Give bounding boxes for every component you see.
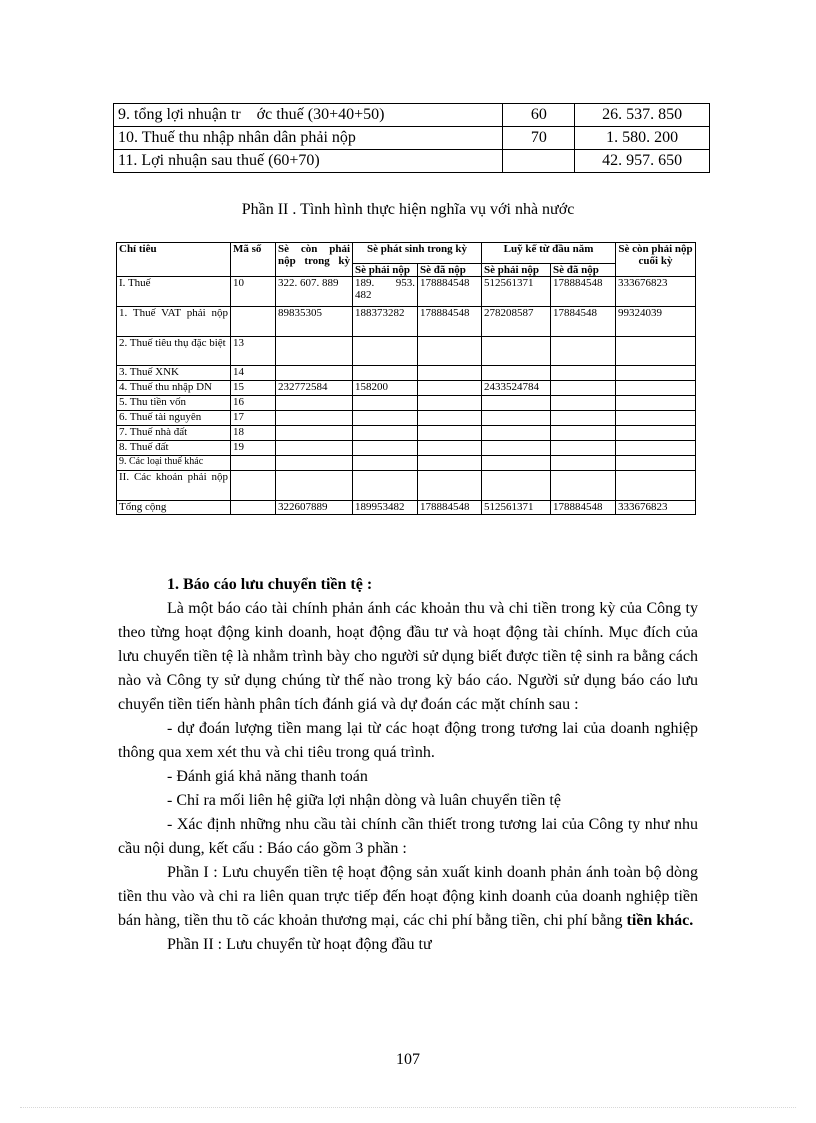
paragraph: - Đánh giá khả năng thanh toán: [167, 768, 368, 785]
cell-ps-phai-nop: [353, 337, 418, 366]
cell-cuoi-ky: [616, 411, 696, 426]
cell-lk-phai-nop: 512561371: [482, 501, 551, 515]
cell-ps-da-nop: [418, 381, 482, 396]
cell-ps-da-nop: 178884548: [418, 277, 482, 307]
cell-label: 4. Thuế thu nhập DN: [117, 381, 231, 396]
cell-label: Tổng cộng: [117, 501, 231, 515]
cell-lk-phai-nop: [482, 456, 551, 471]
section-title: Phần II . Tình hình thực hiện nghĩa vụ với nhà nước: [241, 201, 575, 218]
cell-con-phai-nop: 322607889: [276, 501, 353, 515]
cell-lk-da-nop: [551, 471, 616, 501]
cell-lk-da-nop: [551, 337, 616, 366]
cell-code: 10: [231, 277, 276, 307]
header-cuoi-ky: Sè còn phải nộp cuối kỳ: [616, 243, 696, 277]
cell-label: 3. Thuế XNK: [117, 366, 231, 381]
footer-divider: [20, 1107, 796, 1108]
cell-code: [231, 307, 276, 337]
header-con-phai-nop: Sè còn phải nộp trong kỳ: [276, 243, 353, 277]
cell-con-phai-nop: 322. 607. 889: [276, 277, 353, 307]
cell-lk-da-nop: [551, 411, 616, 426]
paragraph: - dự đoán lượng tiền mang lại từ các hoạt động trong tương lai của doanh nghiệp thông qua xem xét thu và chi tiêu trong quá trình.: [118, 720, 698, 761]
cell-ps-phai-nop: [353, 441, 418, 456]
cell-cuoi-ky: 99324039: [616, 307, 696, 337]
table-row: [117, 441, 696, 456]
table-row: [117, 366, 696, 381]
cell-code: 16: [231, 396, 276, 411]
cell-lk-da-nop: [551, 396, 616, 411]
cell-ps-phai-nop: 188373282: [353, 307, 418, 337]
cell-con-phai-nop: [276, 471, 353, 501]
row-label: 11. Lợi nhuận sau thuế (60+70): [114, 150, 503, 173]
cell-cuoi-ky: [616, 441, 696, 456]
cell-cuoi-ky: [616, 396, 696, 411]
row-code: 70: [503, 127, 575, 150]
table-row: [117, 426, 696, 441]
cell-code: 17: [231, 411, 276, 426]
table-row: [117, 456, 696, 471]
cell-ps-phai-nop: [353, 471, 418, 501]
page-number: 107: [396, 1051, 420, 1068]
cell-cuoi-ky: [616, 471, 696, 501]
cell-lk-phai-nop: [482, 366, 551, 381]
cell-label: II. Các khoản phải nộp: [117, 471, 231, 501]
cell-cuoi-ky: [616, 381, 696, 396]
cell-lk-phai-nop: [482, 396, 551, 411]
table-row: [117, 411, 696, 426]
cell-cuoi-ky: 333676823: [616, 277, 696, 307]
cell-lk-da-nop: [551, 456, 616, 471]
cell-lk-da-nop: [551, 426, 616, 441]
cell-con-phai-nop: [276, 396, 353, 411]
cell-code: [231, 471, 276, 501]
cell-lk-da-nop: 178884548: [551, 277, 616, 307]
row-code: 60: [503, 104, 575, 127]
header-ma-so: Mã số: [231, 243, 276, 277]
table-row: [117, 337, 696, 366]
cell-code: 19: [231, 441, 276, 456]
cell-ps-da-nop: [418, 411, 482, 426]
cell-lk-phai-nop: 2433524784: [482, 381, 551, 396]
cell-lk-phai-nop: [482, 337, 551, 366]
cell-lk-phai-nop: [482, 411, 551, 426]
cell-lk-phai-nop: 278208587: [482, 307, 551, 337]
cell-ps-phai-nop: 189953482: [353, 501, 418, 515]
cell-ps-da-nop: [418, 337, 482, 366]
cell-lk-phai-nop: [482, 441, 551, 456]
cell-ps-da-nop: [418, 441, 482, 456]
paragraph: [118, 861, 698, 933]
header-luy-ke: Luỹ kế từ đầu năm: [482, 243, 616, 264]
cell-code: 18: [231, 426, 276, 441]
cell-con-phai-nop: [276, 441, 353, 456]
row-label: 9. tổng lợi nhuận tr ớc thuế (30+40+50): [114, 104, 503, 127]
cell-ps-da-nop: [418, 456, 482, 471]
table-row-total: [117, 501, 696, 515]
cell-label: 9. Các loại thuế khác: [117, 456, 231, 471]
row-value: 26. 537. 850: [575, 104, 710, 127]
header-phat-sinh: Sè phát sinh trong kỳ: [353, 243, 482, 264]
paragraph-text: Phần I : Lưu chuyển tiền tệ hoạt động sản xuất kinh doanh phản ánh toàn bộ dòng tiền thu vào và chi ra liên quan trực tiếp đến hoạt động kinh doanh của doanh nghiệp tiền bán hàng, tiền thu tõ các khoản thương mại, các chi phí bằng tiền, chi phí bằng: [118, 864, 698, 929]
cell-code: [231, 501, 276, 515]
subheader-phai-nop: Sè phải nộp: [353, 264, 418, 277]
subheader-da-nop: Sè đã nộp: [418, 264, 482, 277]
cell-con-phai-nop: 89835305: [276, 307, 353, 337]
cell-label: 5. Thu tiền vốn: [117, 396, 231, 411]
cell-lk-phai-nop: [482, 426, 551, 441]
paragraph: - Chỉ ra mối liên hệ giữa lợi nhận dòng và luân chuyển tiền tệ: [167, 792, 561, 809]
table-row: [117, 277, 696, 307]
cell-label: 6. Thuế tài nguyên: [117, 411, 231, 426]
cell-ps-phai-nop: [353, 456, 418, 471]
paragraph: Phần II : Lưu chuyển từ hoạt động đầu tư: [167, 936, 432, 953]
cell-con-phai-nop: [276, 426, 353, 441]
cell-lk-da-nop: 178884548: [551, 501, 616, 515]
cell-ps-phai-nop: [353, 366, 418, 381]
cell-cuoi-ky: 333676823: [616, 501, 696, 515]
cell-con-phai-nop: [276, 366, 353, 381]
cell-ps-phai-nop: 189. 953. 482: [353, 277, 418, 307]
cell-ps-da-nop: [418, 426, 482, 441]
cell-cuoi-ky: [616, 456, 696, 471]
cell-code: 13: [231, 337, 276, 366]
cell-ps-phai-nop: [353, 426, 418, 441]
cell-ps-da-nop: [418, 471, 482, 501]
cell-cuoi-ky: [616, 366, 696, 381]
table-row: [117, 396, 696, 411]
table-row: [114, 150, 710, 173]
cell-code: [231, 456, 276, 471]
table-row: [114, 104, 710, 127]
cell-ps-phai-nop: [353, 411, 418, 426]
cell-lk-da-nop: [551, 366, 616, 381]
cell-lk-da-nop: [551, 441, 616, 456]
cell-lk-phai-nop: 512561371: [482, 277, 551, 307]
tax-obligation-table: [116, 242, 696, 515]
cell-label: 2. Thuế tiêu thụ đặc biệt: [117, 337, 231, 366]
table-row: [117, 307, 696, 337]
cell-code: 15: [231, 381, 276, 396]
row-label: 10. Thuế thu nhập nhân dân phải nộp: [114, 127, 503, 150]
row-code: [503, 150, 575, 173]
row-value: 1. 580. 200: [575, 127, 710, 150]
cell-code: 14: [231, 366, 276, 381]
subheader-phai-nop-2: Sè phải nộp: [482, 264, 551, 277]
cell-label: 8. Thuế đất: [117, 441, 231, 456]
cell-ps-da-nop: [418, 396, 482, 411]
cell-ps-da-nop: 178884548: [418, 501, 482, 515]
paragraph-bold-text: tiền khác.: [626, 912, 694, 929]
cell-ps-da-nop: 178884548: [418, 307, 482, 337]
body-text: [118, 573, 698, 957]
cell-lk-da-nop: [551, 381, 616, 396]
paragraph: - Xác định những nhu cầu tài chính cần thiết trong tương lai của Công ty như nhu cầu nội dung, kết cấu : Báo cáo gồm 3 phần :: [118, 816, 698, 857]
cell-cuoi-ky: [616, 426, 696, 441]
cell-label: I. Thuế: [117, 277, 231, 307]
cell-con-phai-nop: 232772584: [276, 381, 353, 396]
row-value: 42. 957. 650: [575, 150, 710, 173]
cell-ps-da-nop: [418, 366, 482, 381]
income-summary-table: [113, 103, 710, 173]
cell-lk-da-nop: 17884548: [551, 307, 616, 337]
header-row: [117, 243, 696, 264]
table-row: [117, 471, 696, 501]
cell-label: 1. Thuế VAT phải nộp: [117, 307, 231, 337]
paragraph: Là một báo cáo tài chính phản ánh các khoản thu và chi tiền trong kỳ của Công ty theo từng hoạt động kinh doanh, hoạt động đầu tư và hoạt động tài chính. Mục đích của lưu chuyển tiền tệ là nhằm trình bày cho người sử dụng biết được tiền tệ sinh ra bằng cách nào và Công ty sử dụng chúng từ thế nào trong kỳ báo cáo. Người sử dụng báo cáo lưu chuyển tiền tiến hành phân tích đánh giá và dự đoán các mặt chính sau :: [118, 600, 698, 713]
cell-label: 7. Thuế nhà đất: [117, 426, 231, 441]
header-chi-tieu: Chỉ tiêu: [117, 243, 231, 277]
section-heading: 1. Báo cáo lưu chuyển tiền tệ :: [167, 576, 373, 593]
table-row: [117, 381, 696, 396]
cell-ps-phai-nop: 158200: [353, 381, 418, 396]
subheader-da-nop-2: Sè đã nộp: [551, 264, 616, 277]
cell-cuoi-ky: [616, 337, 696, 366]
table-row: [114, 127, 710, 150]
cell-con-phai-nop: [276, 337, 353, 366]
cell-con-phai-nop: [276, 456, 353, 471]
cell-con-phai-nop: [276, 411, 353, 426]
cell-lk-phai-nop: [482, 471, 551, 501]
cell-ps-phai-nop: [353, 396, 418, 411]
